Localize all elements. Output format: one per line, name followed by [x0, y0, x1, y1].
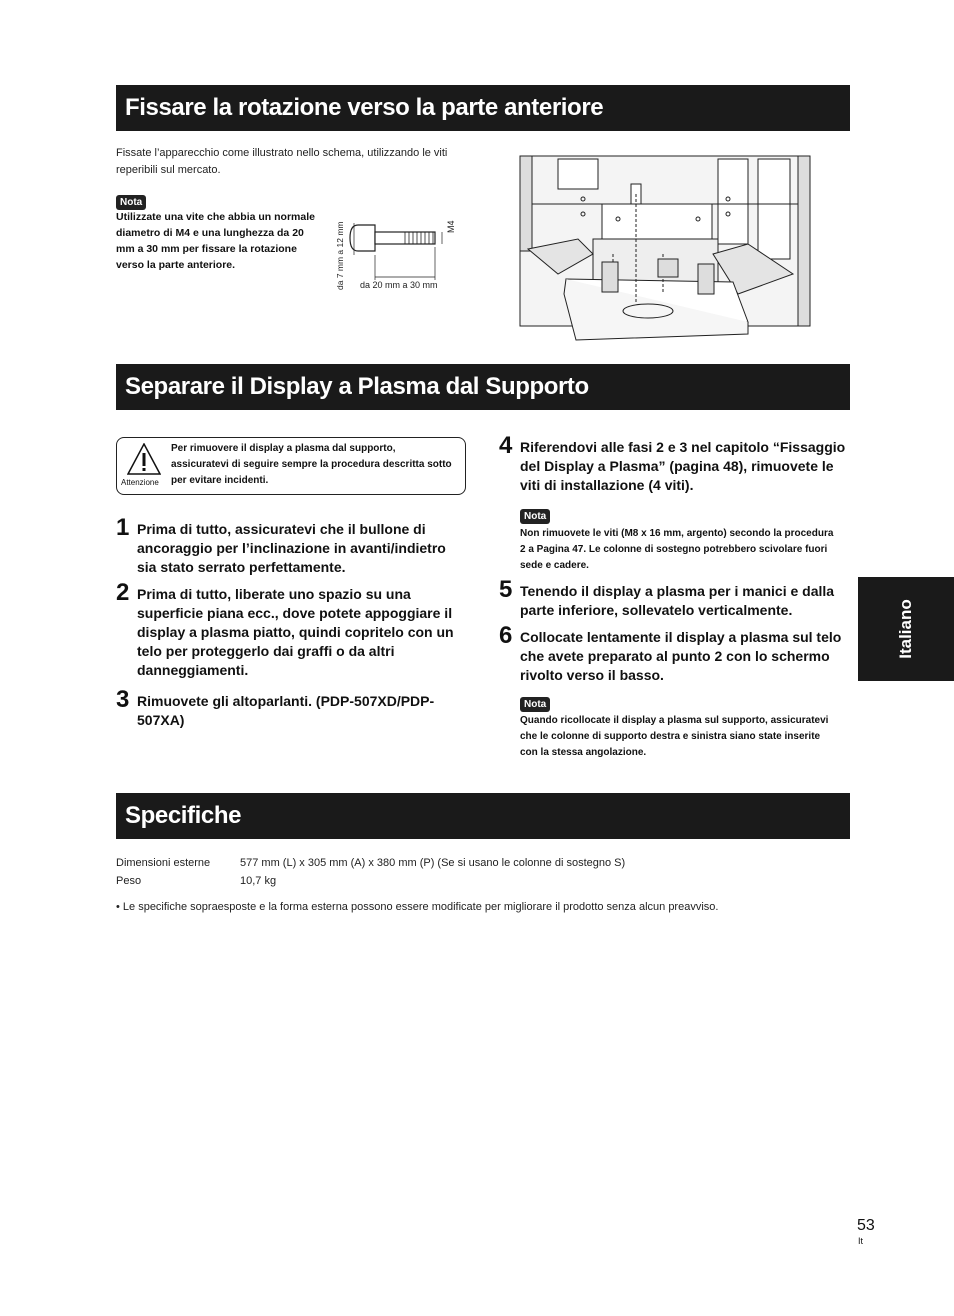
spec-label-weight: Peso — [116, 875, 142, 887]
screw-dim-thread — [446, 213, 458, 233]
step-3-text: Rimuovete gli altoparlanti. (PDP-507XD/PDP-507XA) — [137, 693, 435, 728]
section-title-rotation: Fissare la rotazione verso la parte anteriore — [116, 85, 850, 131]
warning-label: Attenzione — [121, 478, 159, 487]
spec-label-dimensions: Dimensioni esterne — [116, 857, 211, 869]
step-1-number: 1 — [116, 514, 130, 541]
nota-badge-1 — [116, 192, 146, 210]
step-3-number: 3 — [116, 686, 130, 713]
warning-text: Per rimuovere il display a plasma dal supporto, assicuratevi di seguire sempre la procedura descritta sotto per evitare incidenti. — [171, 443, 452, 486]
page-lang-code: It — [858, 1236, 864, 1246]
step-4-text: Riferendovi alle fasi 2 e 3 nel capitolo “Fissaggio del Display a Plasma” (pagina 48), rimuovete le viti di installazione (4 viti). — [520, 439, 846, 493]
spec-value-dimensions: 577 mm (L) x 305 mm (A) x 380 mm (P) (Se si usano le colonne di sostegno S) — [240, 857, 626, 869]
section-title-separate: Separare il Display a Plasma dal Supporto — [116, 364, 850, 410]
step-6-number: 6 — [499, 622, 513, 649]
step-6-text: Collocate lentamente il display a plasma sul telo che avete preparato al punto 2 con lo schermo rivolto verso il basso. — [520, 629, 842, 683]
screw-dim-head — [335, 200, 347, 290]
nota-badge-6 — [520, 694, 550, 712]
section-title-specs: Specifiche — [116, 793, 850, 839]
nota-text-4: Non rimuovete le viti (M8 x 16 mm, argento) secondo la procedura 2 a Pagina 47. Le colonne di sostegno potrebbero scivolare fuori sede e cadere. — [520, 528, 834, 571]
nota-text-1: Utilizzate una vite che abbia un normale diametro di M4 e una lunghezza da 20 mm a 30 mm per fissare la rotazione verso la parte anteriore. — [116, 211, 315, 271]
step-2-text: Prima di tutto, liberate uno spazio su una superficie piana ecc., dove potete appoggiare il display a plasma piatto, quindi copritelo con un telo per proteggerlo dai graffi o da altri danneggiamenti. — [137, 586, 454, 678]
dim-length-label: da 20 mm a 30 mm — [360, 280, 438, 290]
spec-value-weight: 10,7 kg — [240, 875, 277, 887]
step-1-text: Prima di tutto, assicuratevi che il bullone di ancoraggio per l’inclinazione in avanti/indietro sia stato serrato perfettamente. — [137, 521, 446, 575]
dim-head-label: da 7 mm a 12 mm — [335, 221, 345, 290]
display-rear-illustration — [518, 154, 818, 342]
warning-icon — [127, 443, 161, 475]
nota-label: Nota — [116, 195, 146, 210]
step-4-number: 4 — [499, 432, 513, 459]
dim-thread-label: M4 — [446, 220, 456, 233]
language-tab — [858, 577, 954, 681]
step-5-text: Tenendo il display a plasma per i manici e dalla parte inferiore, sollevatelo verticalmente. — [520, 583, 835, 618]
spec-note: • Le specifiche sopraesposte e la forma esterna possono essere modificate per migliorare il prodotto senza alcun preavviso. — [116, 901, 719, 913]
nota-label: Nota — [520, 509, 550, 524]
intro-text: Fissate l’apparecchio come illustrato nello schema, utilizzando le viti reperibili sul mercato. — [116, 147, 448, 176]
nota-text-6: Quando ricollocate il display a plasma sul supporto, assicuratevi che le colonne di supporto destra e sinistra siano state inserite con la stessa angolazione. — [520, 715, 829, 758]
language-tab-label: Italiano — [896, 599, 915, 659]
page-number: 53 — [857, 1217, 875, 1234]
warning-box — [116, 437, 466, 495]
nota-badge-4 — [520, 506, 550, 524]
step-2-number: 2 — [116, 579, 130, 606]
nota-label: Nota — [520, 697, 550, 712]
step-5-number: 5 — [499, 576, 513, 603]
